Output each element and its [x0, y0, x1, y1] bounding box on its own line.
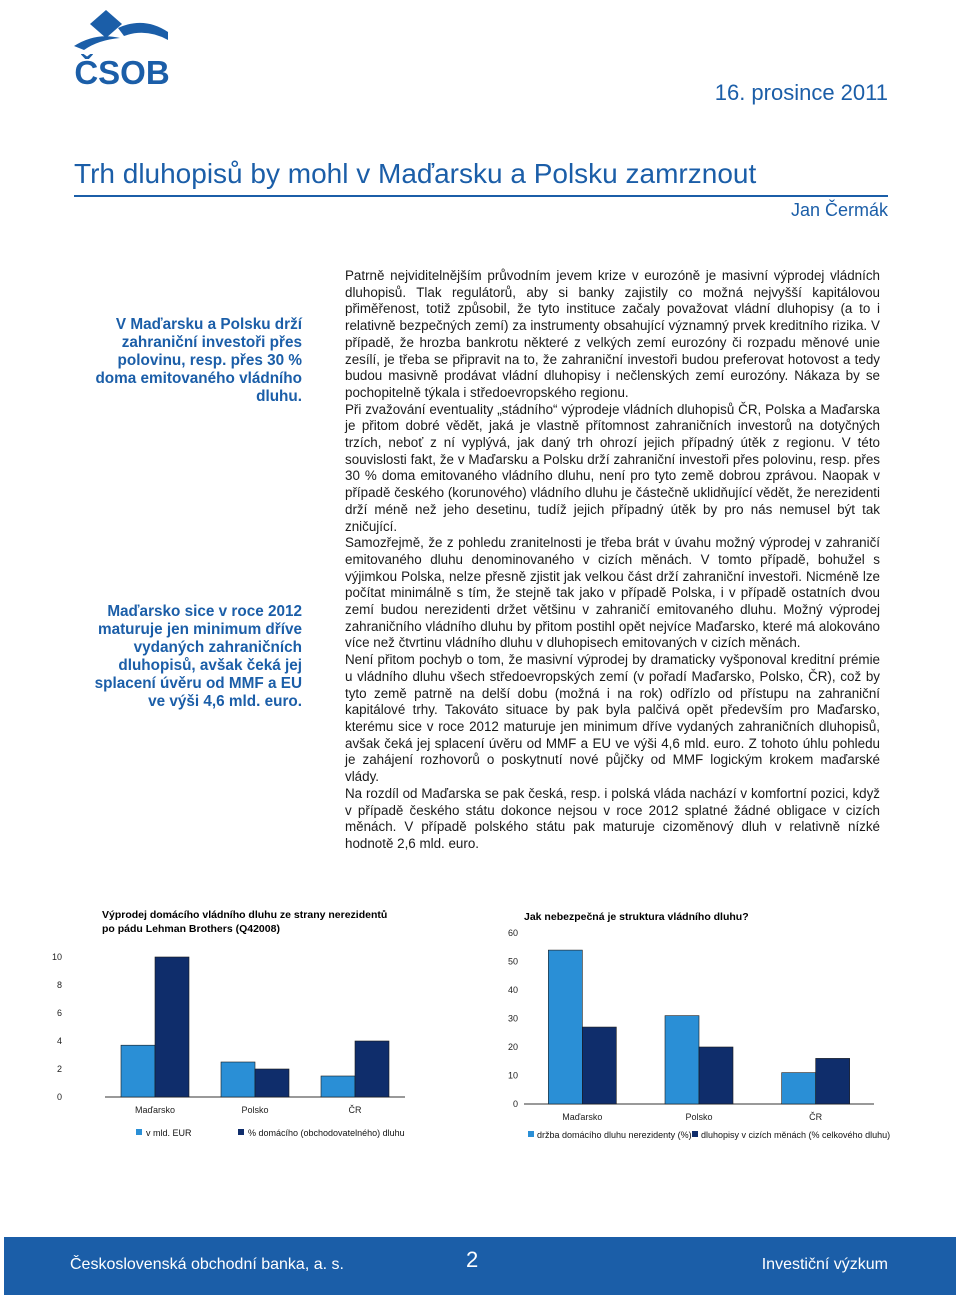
paragraph: Není přitom pochyb o tom, že masivní výprodej by dramaticky vyšponoval kreditní prémie u vládního dluhu všech středoevropských zemí (v pořadí Maďarsko, Polsko, ČR), což by tyto země patrně na delší dobu (možná i na rok) odřízlo od přístupu na zahraniční kapitálové trhy. Takováto situace by pak byla palčivá opět především pro Maďarsko, kterému sice v roce 2012 maturuje jen minimum dříve vydaných zahraničních dluhopisů, avšak čeká jej splacení úvěru od MMF a EU ve výši 4,6 mld. euro. Z tohoto úhlu pohledu je zahájení rozhovorů o poskytnutí nové půjčky od MMF logickým krokem maďarské vlády.	[345, 652, 880, 785]
x-tick-label: ČR	[348, 1105, 362, 1115]
chart-title: Jak nebezpečná je struktura vládního dluhu?	[524, 911, 749, 923]
bar	[699, 1047, 733, 1104]
paragraph: Patrně nejviditelnějším průvodním jevem krize v eurozóně je masivní výprodej vládních dluhopisů. Tlak regulátorů, aby si banky zajistily co možná nejvyšší kapitálovou přiměřenost, totiž způsobil, že tyto instituce začaly považovat vládní dluhopisy (a to i relativně bezpečných zemí) za instrumenty obsahující významný prvek kreditního rizika. V případě, že hrozba bankrotu některé z velkých zemí eurozóny či rozpadu měnové unie zesílí, je třeba se připravit na to, že zahraniční investoři budou preferovat hotovost a tedy budou masivně prodávat vládní dluhopisy i nečlenských zemí eurozóny. Nákaza by se pochopitelně týkala i středoevropského regionu.	[345, 268, 880, 400]
bar	[665, 1016, 699, 1104]
legend-swatch	[136, 1129, 142, 1135]
y-tick-label: 10	[51, 952, 62, 962]
y-tick-label: 60	[507, 928, 518, 938]
plot-area	[52, 952, 405, 1115]
title-divider	[74, 195, 888, 197]
bar	[816, 1058, 850, 1104]
y-tick-label: 40	[507, 985, 518, 995]
paragraph: Na rozdíl od Maďarska se pak česká, resp. i polská vláda nachází v komfortní pozici, když v případě českého státu dokonce nejsou v roce 2012 splatné žádné obligace v cizích měnách. V případě polského státu pak maturuje cizoměnový dluh v relativně nízké hodnotě 2,6 mld. euro.	[345, 785, 880, 851]
legend	[528, 1130, 890, 1140]
y-tick-label: 6	[56, 1008, 62, 1018]
footer-bank-name: Československá obchodní banka, a. s.	[70, 1256, 344, 1273]
bar	[548, 950, 582, 1104]
bar	[355, 1041, 389, 1097]
sidenote: Maďarsko sice v roce 2012 maturuje jen minimum dříve vydaných zahraničních dluhopisů, avšak čeká jej splacení úvěru od MMF a EU ve výši 4,6 mld. euro.	[94, 603, 302, 710]
csob-logo	[68, 6, 176, 88]
y-tick-label: 20	[507, 1042, 518, 1052]
y-tick-label: 0	[56, 1092, 62, 1102]
bar	[155, 957, 189, 1097]
legend-label: v mld. EUR	[146, 1128, 192, 1138]
legend-swatch	[692, 1131, 698, 1137]
sidenote: V Maďarsku a Polsku drží zahraniční investoři přes polovinu, resp. přes 30 % doma emitovaného vládního dluhu.	[95, 316, 302, 405]
report-date: 16. prosince 2011	[714, 80, 888, 105]
article-body	[345, 268, 880, 853]
x-tick-label: Polsko	[241, 1105, 269, 1115]
y-tick-label: 10	[507, 1070, 518, 1081]
chart-debt-structure	[490, 900, 890, 1150]
legend-label: dluhopisy v cizích měnách (% celkového dluhu)	[701, 1130, 890, 1140]
legend-label: % domácího (obchodovatelného) dluhu	[248, 1128, 405, 1138]
y-tick-label: 2	[56, 1064, 62, 1074]
chart-title-line: po pádu Lehman Brothers (Q42008)	[102, 923, 280, 935]
bar	[121, 1045, 155, 1097]
bar	[782, 1073, 816, 1104]
y-tick-label: 8	[56, 980, 62, 990]
bar	[221, 1062, 255, 1097]
bar	[582, 1027, 616, 1104]
y-tick-label: 50	[507, 956, 518, 967]
legend-label: držba domácího dluhu nerezidenty (%)	[537, 1130, 692, 1140]
plot-area	[508, 928, 874, 1122]
logo-mark-icon	[74, 10, 168, 50]
page-number: 2	[466, 1247, 479, 1272]
chart-title-line: Výprodej domácího vládního dluhu ze strany nerezidentů	[102, 909, 388, 921]
x-tick-label: ČR	[809, 1112, 823, 1122]
paragraph: Při zvažování eventuality „stádního“ výprodeje vládních dluhopisů ČR, Polska a Maďarska je přitom dobré vědět, jaká je vlastně přítomnost zahraničních investorů na dotyčných trzích, neboť z ní vyplývá, jak daný trh ohrozí jejich případný útěk z regionu. V této souvislosti fakt, že v Maďarsku a Polsku drží zahraniční investoři přes polovinu, resp. přes 30 % doma emitovaného vládního dluhu, není pro tyto země dobrou zprávou. Naopak v případě českého (korunového) vládního dluhu je částečně uklidňující vědět, že nerezidenti drží méně než jeho desetinu, tudíž jejich případný útěk by pro nás nemusel být tak zničující.	[345, 401, 880, 534]
bar	[321, 1076, 355, 1097]
author: Jan Čermák	[790, 200, 888, 220]
legend-swatch	[238, 1129, 244, 1135]
paragraph: Samozřejmě, že z pohledu zranitelnosti je třeba brát v úvahu možný výprodej v zahraničí emitovaného dluhu denominovaného v cizích měnách. V tomto případě, bohužel s výjimkou Polska, nelze přesně zjistit jak velkou část drží zahraniční investoři. Nicméně lze počítat minimálně s tím, že stejně tak jako v případě Polska, i v případě ostatních dvou zemí budou nerezidenti držet většinu v zahraničí emitovaného dluhu. Možný výprodej zahraničního vládního dluhu by přitom postihl opět nejvíce Maďarsko, které má alokováno více než čtvrtinu vládního dluhu v dluhopisech emitovaných v cizích měnách.	[345, 535, 880, 651]
x-tick-label: Polsko	[685, 1112, 713, 1122]
x-tick-label: Maďarsko	[134, 1105, 176, 1115]
y-tick-label: 4	[56, 1036, 62, 1046]
x-tick-label: Maďarsko	[562, 1112, 603, 1122]
legend-swatch	[528, 1131, 534, 1137]
footer-department: Investiční výzkum	[761, 1256, 888, 1273]
y-tick-label: 30	[507, 1013, 518, 1024]
logo-text: ČSOB	[74, 54, 170, 88]
y-tick-label: 0	[512, 1099, 518, 1109]
page-title: Trh dluhopisů by mohl v Maďarsku a Polsku zamrznout	[74, 158, 757, 189]
legend	[136, 1128, 405, 1138]
bar	[255, 1069, 289, 1097]
chart-nonresident-selloff	[50, 900, 420, 1150]
